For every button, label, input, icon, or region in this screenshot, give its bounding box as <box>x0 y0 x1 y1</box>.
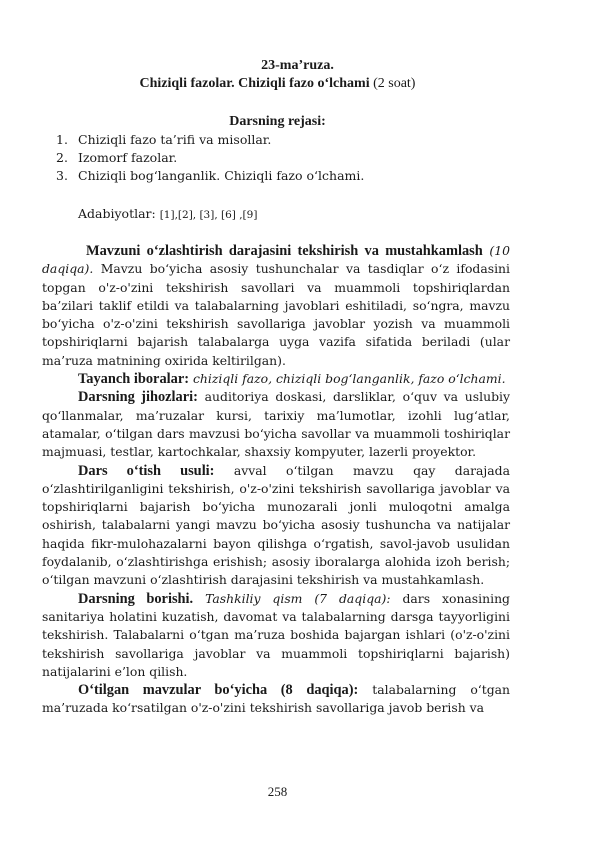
progress-paragraph <box>42 590 510 681</box>
references-list: [1],[2], [3], [6] ,[9] <box>159 209 258 221</box>
plan-item-number: 2. <box>56 150 68 165</box>
lecture-topic: Chiziqli fazolar. Chiziqli fazo o‘lchami <box>139 76 370 91</box>
progress-subtitle: Tashkiliy qism (7 daqiqa): <box>193 590 391 606</box>
review-heading: Mavzuni o‘zlashtirish darajasini tekshirish va mustahkamlash <box>86 243 483 259</box>
equipment-paragraph <box>42 388 510 461</box>
plan-item-number: 3. <box>56 168 68 183</box>
method-label: Dars o‘tish usuli: <box>78 462 215 479</box>
progress-label: Darsning borishi. <box>78 590 194 607</box>
lecture-hours: (2 soat) <box>369 76 416 91</box>
review-time: (10 daqiqa). <box>42 243 510 277</box>
plan-list <box>56 131 364 185</box>
lecture-body <box>42 242 510 718</box>
equipment-text: auditoriya doskasi, darsliklar, o‘quv va uslubiy qo‘llanmalar, ma’ruzalar kursi, tarixiy ma’lumotlar, izohli lug‘atlar, atamalar, o‘tilgan dars mavzusi bo‘yicha savollar va muammoli toshiriqlar majmuasi, testlar, kartochkalar, shaxsiy kompyuter, lazerli proyektor. <box>42 389 510 460</box>
keywords-paragraph <box>42 370 510 388</box>
review-paragraph <box>42 242 510 370</box>
plan-item <box>56 149 364 167</box>
past-topics-label: O‘tilgan mavzular bo‘yicha (8 daqiqa): <box>78 682 359 699</box>
plan-item <box>56 131 364 149</box>
page-number: 258 <box>267 784 288 799</box>
method-text: avval o‘tilgan mavzu qay darajada o‘zlashtirilganligini tekshirish, o'z-o'zini tekshirish savollariga javoblar va topshiriqlarni bajarish bo‘yicha munozarali jonli muloqotni amalga oshirish, talabalarni yangi mavzu bo‘yicha asosiy tushuncha va natijalar haqida fikr-mulohazalarni bayon qilishga o‘rgatish, savol-javob usulidan foydalanib, o‘zlashtirishga erishish; asosiy iboralarga alohida izoh berish; o‘tilgan mavzuni o‘zlashtirish darajasini tekshirish va mustahkamlash. <box>42 462 510 588</box>
plan-item <box>56 167 364 185</box>
plan-item-text: Chiziqli fazo ta’rifi va misollar. <box>78 132 272 147</box>
references <box>78 206 257 221</box>
keywords-label: Tayanch iboralar: <box>78 371 190 388</box>
method-paragraph <box>42 462 510 590</box>
plan-item-text: Izomorf fazolar. <box>78 150 178 165</box>
review-text: Mavzu bo‘yicha asosiy tushunchalar va tasdiqlar o‘z ifodasini topgan o'z-o'zini tekshirish savollari va muammoli topshiriqlardan ba’zilari taklif etildi va talabalarning javoblari eshitiladi, so‘ngra, mavzu bo‘yicha o'z-o'zini tekshirish savollariga javoblar yozish va muammoli topshiriqlarni bajarish talabalarga uyga vazifa sifatida beriladi (ular ma’ruza matnining oxirida keltirilgan). <box>42 261 510 368</box>
past-topics-paragraph <box>42 681 510 718</box>
past-topics-text: talabalarning o‘tgan ma’ruzada ko‘rsatilgan o'z-o'zini tekshirish savollariga javob berish va <box>42 682 511 716</box>
references-label: Adabiyotlar: <box>78 206 160 221</box>
progress-text: dars xonasining sanitariya holatini kuzatish, davomat va talabalarning darsga tayyorligini tekshirish. Talabalarni o‘tgan ma’ruza boshida bajargan ishlari (o'z-o'zini tekshirish savollariga javoblar va muammoli topshiriqlarni bajarish) natijalarini e’lon qilish. <box>42 590 510 679</box>
plan-title: Darsning rejasi: <box>229 114 326 129</box>
plan-item-number: 1. <box>56 132 68 147</box>
keywords-text: chiziqli fazo, chiziqli bog‘langanlik, fazo o‘lchami. <box>189 371 506 387</box>
plan-item-text: Chiziqli bog‘langanlik. Chiziqli fazo o‘lchami. <box>78 168 365 183</box>
lecture-number: 23-ma’ruza. <box>261 58 334 73</box>
lecture-topic-line <box>0 76 555 92</box>
equipment-label: Darsning jihozlari: <box>78 389 198 406</box>
